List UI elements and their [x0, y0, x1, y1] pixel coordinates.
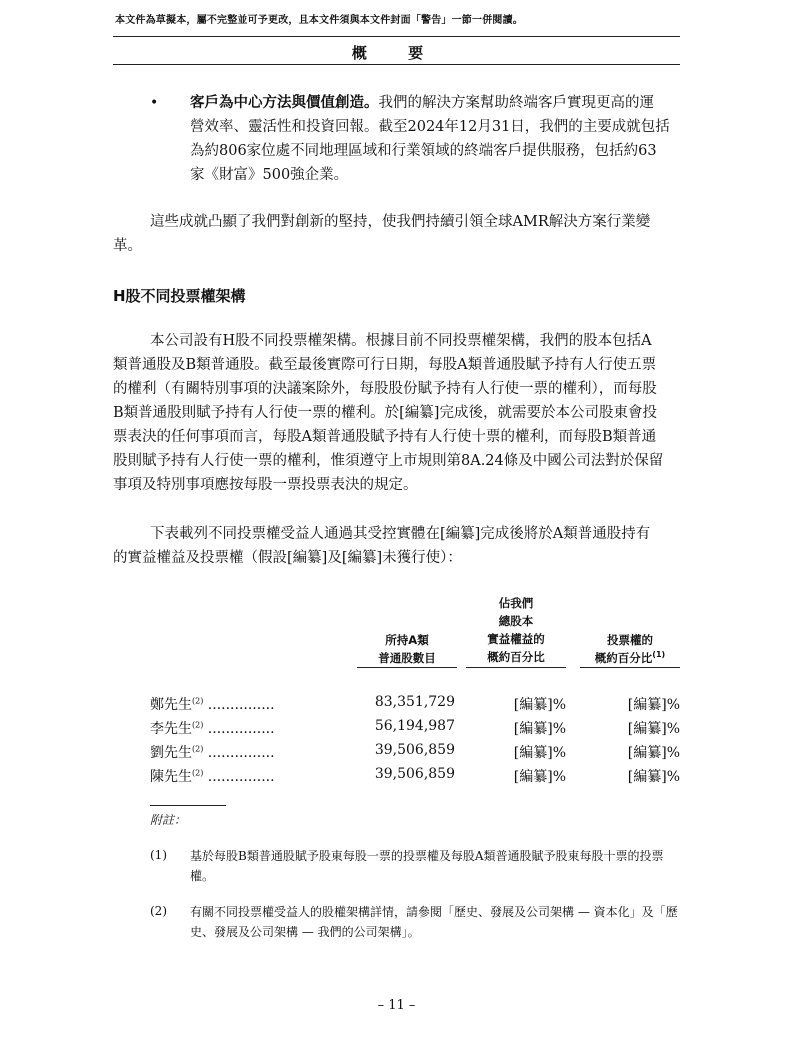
voting-value: [編纂]% — [627, 745, 680, 761]
col-rule-shares — [357, 667, 457, 668]
note-number: (1) — [150, 848, 167, 862]
bullet-paragraph — [190, 91, 680, 187]
draft-warning: 本文件為草擬本，屬不完整並可予更改，且本文件須與本文件封面「警告」一節一併閱讀。 — [115, 15, 523, 26]
notes-heading: 附註： — [150, 813, 187, 827]
leader-dots: ............... — [207, 745, 275, 761]
holder-note-ref: (2) — [192, 696, 204, 706]
bullet-title: 客戶為中心方法與價值創造。 — [190, 95, 379, 111]
shares-value: 83,351,729 — [374, 694, 455, 710]
shares-value: 39,506,859 — [374, 766, 455, 782]
holder-name: 李先生 — [150, 721, 192, 737]
holder-note-ref: (2) — [192, 768, 204, 778]
leader-dots: ............... — [207, 721, 275, 737]
notes-rule — [150, 805, 226, 806]
bullet-line-3: 為約806家位處不同地理區域和行業領域的終端客戶提供服務，包括約63 — [190, 143, 657, 159]
voting-value: [編纂]% — [627, 697, 680, 713]
voting-value: [編纂]% — [627, 769, 680, 785]
bullet-symbol: • — [150, 95, 159, 111]
holder-name: 鄭先生 — [150, 697, 192, 713]
shares-value: 56,194,987 — [374, 718, 455, 734]
shares-value: 39,506,859 — [374, 742, 455, 758]
bullet-line-2: 營效率、靈活性和投資回報。截至2024年12月31日，我們的主要成就包括 — [190, 119, 670, 135]
note-text: 有關不同投票權受益人的股權架構詳情，請參閱「歷史、發展及公司架構 — 資本化」及「歷 史、發展及公司架構 — 我們的公司架構」。 — [190, 905, 678, 939]
col-rule-interest — [466, 667, 566, 668]
leader-dots: ............... — [207, 769, 275, 785]
table-intro-paragraph: 下表載列不同投票權受益人通過其受控實體在[編纂]完成後將於A類普通股持有 的實益權益及投票權（假設[編纂]及[編纂]未獲行使）： — [113, 526, 651, 566]
summary-paragraph: 這些成就凸顯了我們對創新的堅持，使我們持續引領全球AMR解決方案行業變 革。 — [113, 214, 651, 254]
col-header-interest: 佔我們 總股本 實益權益的 概約百分比 — [487, 596, 545, 664]
bullet-line-1: 客戶為中心方法與價值創造。我們的解決方案幫助終端客戶實現更高的運 — [190, 95, 654, 111]
voting-footnote-ref: (1) — [652, 650, 666, 660]
note-text: 基於每股B類普通股賦予股東每股一票的投票權及每股A類普通股賦予股東每股十票的投票 權。 — [190, 849, 664, 883]
col-rule-voting — [580, 667, 680, 668]
header-rule-top — [113, 36, 680, 37]
interest-value: [編纂]% — [513, 745, 566, 761]
interest-value: [編纂]% — [513, 769, 566, 785]
note-number: (2) — [150, 904, 167, 918]
voting-value: [編纂]% — [627, 721, 680, 737]
wvr-paragraph: 本公司設有H股不同投票權架構。根據目前不同投票權架構，我們的股本包括A 類普通股及B類普通股。截至最後實際可行日期，每股A類普通股賦予持有人行使五票 的權利（有關特別事項的決議案除外，每股股份賦予持有人行使一票的權利），而每股 B類普通股則賦予持有人行使一票的權利。於[編纂]完成後，就需要於本公司股東會投 票表決的任何事項而言，每股A類普通股賦予持有人行使十票的權利，而每股B類普通 股則賦予持有人行使一票的權利，惟須遵守上市規則第8A.24條及中國公司法對於保留 事項及特別事項應按每股一票投票表決的規定。 — [113, 333, 664, 493]
holder-name: 陳先生 — [150, 769, 192, 785]
interest-value: [編纂]% — [513, 721, 566, 737]
col-header-shares: 所持A類 普通股數目 — [378, 633, 436, 665]
holder-note-ref: (2) — [192, 720, 204, 730]
section-heading: H股不同投票權架構 — [113, 287, 246, 305]
holder-name: 劉先生 — [150, 745, 192, 761]
section-title: 概 要 — [351, 44, 442, 62]
page-number: – 11 – — [377, 998, 416, 1013]
leader-dots: ............... — [207, 697, 275, 713]
interest-value: [編纂]% — [513, 697, 566, 713]
header-rule-bottom — [113, 64, 680, 65]
col-header-voting: 投票權的 概約百分比$^{(1)}$ — [594, 633, 666, 665]
holder-note-ref: (2) — [192, 744, 204, 754]
bullet-line-4: 家《財富》500強企業。 — [190, 167, 349, 183]
